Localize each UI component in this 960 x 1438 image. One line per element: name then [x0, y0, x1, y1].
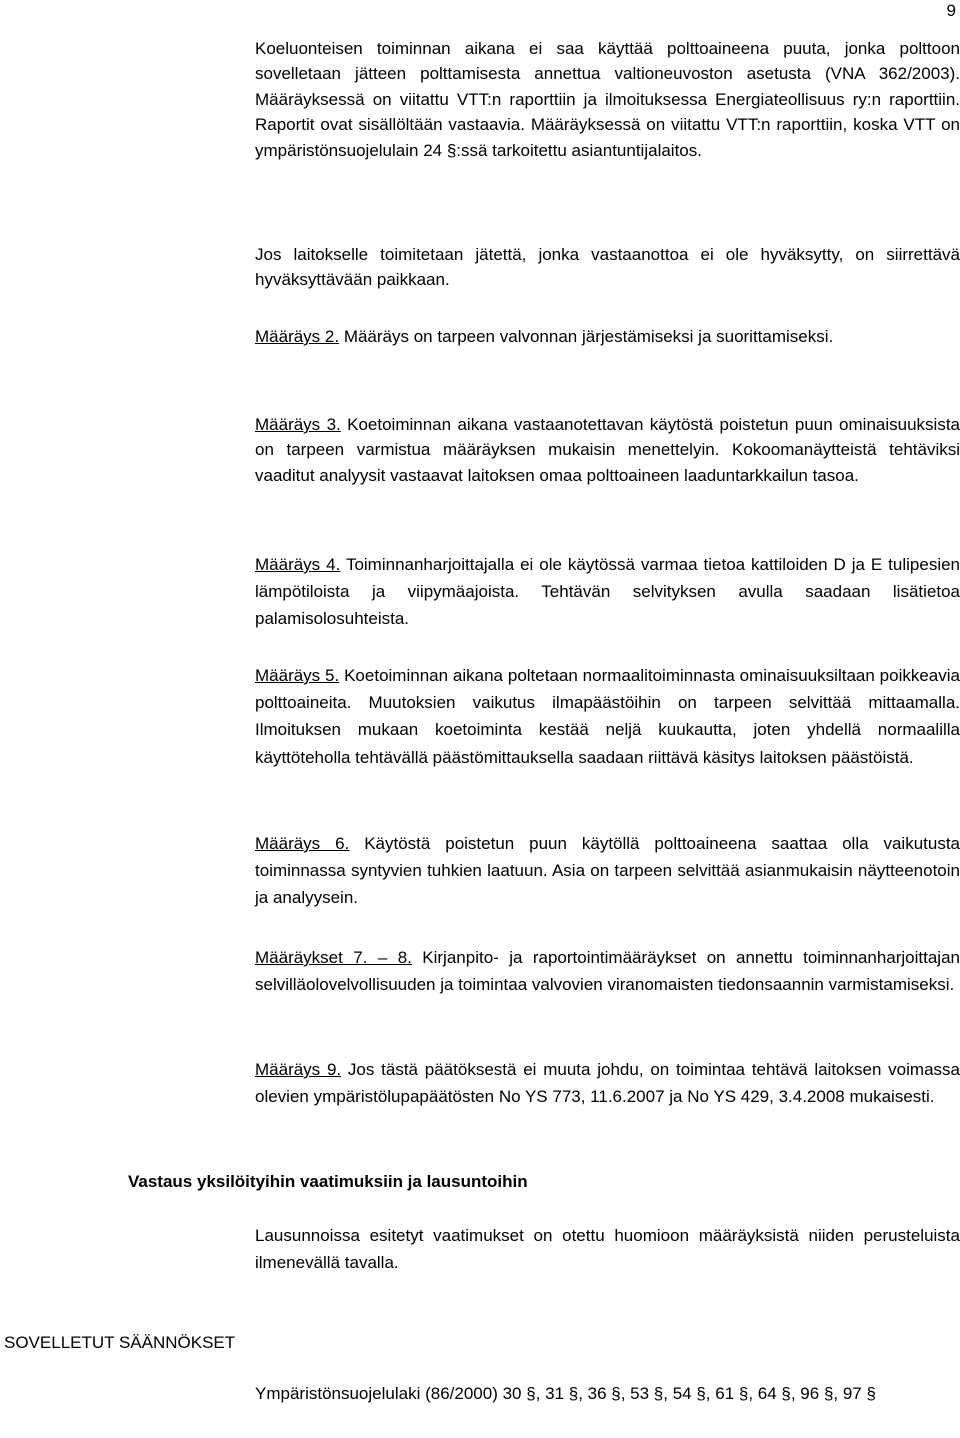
- intro-text: Koeluonteisen toiminnan aikana ei saa käyttää polttoaineena puuta, jonka polttoon sovelletaan jätteen polttamisesta annettua valtioneuvoston asetusta (VNA 362/2003). Määräyksessä on viitattu VTT:n raporttiin ja ilmoituksessa Energiateollisuus ry:n raporttiin. Raportit ovat sisällöltään vastaavia. Määräyksessä on viitattu VTT:n raporttiin, koska VTT on ympäristönsuojelulain 24 §:ssä tarkoitettu asiantuntijalaitos.: [255, 39, 960, 160]
- order-6-text: Käytöstä poistetun puun käytöllä polttoaineena saattaa olla vaikutusta toiminnassa syntyvien tuhkien laatuun. Asia on tarpeen selvittää asianmukaisin näytteenotoin ja analyysein.: [255, 834, 960, 908]
- response-paragraph: [255, 1222, 960, 1276]
- order-3-label: Määräys 3.: [255, 415, 341, 434]
- order-4-text: Toiminnanharjoittajalla ei ole käytössä varmaa tietoa kattiloiden D ja E tulipesien lämpötiloista ja viipymäajoista. Tehtävän selvityksen avulla saadaan lisätietoa palamisolosuhteista.: [255, 555, 960, 629]
- intro-paragraph: [255, 36, 960, 163]
- order-5-label: Määräys 5.: [255, 666, 340, 685]
- order-5-paragraph: [255, 662, 960, 771]
- order-2-text: Määräys on tarpeen valvonnan järjestämiseksi ja suorittamiseksi.: [339, 327, 834, 346]
- order-5-text: Koetoiminnan aikana poltetaan normaalitoiminnasta ominaisuuksiltaan poikkeavia polttoaineita. Muutoksien vaikutus ilmapäästöihin on tarpeen selvittää mittaamalla. Ilmoituksen mukaan koetoiminta kestää neljä kuukautta, joten yhdellä normaalilla käyttöteholla tehtävällä päästömittauksella saadaan riittävä käsitys laitoksen päästöistä.: [255, 666, 960, 767]
- waste-paragraph: [255, 242, 960, 293]
- order-6-paragraph: [255, 830, 960, 912]
- order-7-8-text: Kirjanpito- ja raportointimääräykset on annettu toiminnanharjoittajan selvilläolovelvollisuuden ja toimintaa valvovien viranomaisten tiedonsaannin varmistamiseksi.: [255, 948, 960, 995]
- order-2-paragraph: [255, 324, 960, 349]
- order-2-label: Määräys 2.: [255, 327, 340, 346]
- order-3-paragraph: [255, 412, 960, 488]
- laws-text: Ympäristönsuojelulaki (86/2000) 30 §, 31 §, 36 §, 53 §, 54 §, 61 §, 64 §, 96 §, 97 §: [255, 1384, 876, 1403]
- order-9-text: Jos tästä päätöksestä ei muuta johdu, on toimintaa tehtävä laitoksen voimassa olevien ympäristölupapäätösten No YS 773, 11.6.2007 ja No YS 429, 3.4.2008 mukaisesti.: [255, 1060, 960, 1107]
- order-4-label: Määräys 4.: [255, 555, 341, 574]
- page-number: 9: [946, 1, 956, 20]
- section-heading: SOVELLETUT SÄÄNNÖKSET: [4, 1333, 236, 1352]
- order-9-label: Määräys 9.: [255, 1060, 342, 1079]
- order-4-paragraph: [255, 551, 960, 633]
- order-3-text: Koetoiminnan aikana vastaanotettavan käytöstä poistetun puun ominaisuuksista on tarpeen varmistua määräyksen mukaisin menettelyin. Kokoomanäytteistä tehtäviksi vaaditut analyysit vastaavat laitoksen omaa polttoaineen laaduntarkkailun tasoa.: [255, 415, 960, 485]
- response-text: Lausunnoissa esitetyt vaatimukset on otettu huomioon määräyksistä niiden perusteluista ilmenevällä tavalla.: [255, 1226, 960, 1273]
- order-9-paragraph: [255, 1056, 960, 1110]
- waste-text: Jos laitokselle toimitetaan jätettä, jonka vastaanottoa ei ole hyväksytty, on siirrettävä hyväksyttävään paikkaan.: [255, 245, 960, 290]
- order-7-8-label: Määräykset 7. – 8.: [255, 948, 412, 967]
- response-heading: Vastaus yksilöityihin vaatimuksiin ja lausuntoihin: [128, 1172, 528, 1191]
- laws-paragraph: [255, 1380, 960, 1407]
- order-6-label: Määräys 6.: [255, 834, 350, 853]
- order-7-8-paragraph: [255, 944, 960, 998]
